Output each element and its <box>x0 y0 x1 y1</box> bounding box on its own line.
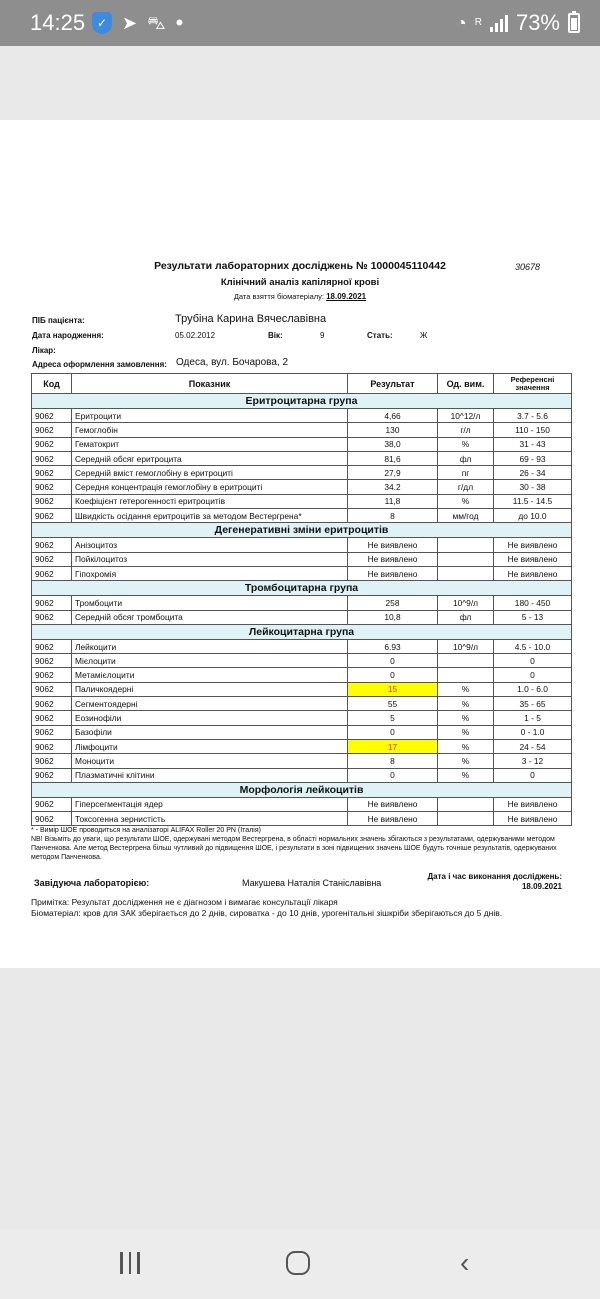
age-value: 9 <box>320 331 325 340</box>
cell-reference: 26 - 34 <box>494 466 572 480</box>
cell-reference: Не виявлено <box>494 538 572 552</box>
table-row <box>32 409 572 423</box>
cell-unit: % <box>438 494 494 508</box>
cell-unit: г/дл <box>438 480 494 494</box>
status-time: 14:25 <box>30 10 86 35</box>
cell-reference: 35 - 65 <box>494 697 572 711</box>
cell-unit: % <box>438 739 494 753</box>
cell-result: Не виявлено <box>348 552 438 566</box>
table-row <box>32 668 572 682</box>
cell-result: 55 <box>348 697 438 711</box>
cell-code: 9062 <box>32 768 72 782</box>
table-row <box>32 797 572 811</box>
cell-reference: 24 - 54 <box>494 739 572 753</box>
table-row <box>32 566 572 580</box>
dot-icon: • <box>175 10 184 35</box>
cell-indicator: Еритроцити <box>72 409 348 423</box>
table-row <box>32 552 572 566</box>
cell-code: 9062 <box>32 797 72 811</box>
cell-indicator: Базофіли <box>72 725 348 739</box>
status-bar <box>0 0 600 46</box>
report-code: 30678 <box>514 262 540 272</box>
cell-result: 258 <box>348 596 438 610</box>
cell-unit <box>438 797 494 811</box>
cell-indicator: Анізоцитоз <box>72 538 348 552</box>
cell-indicator: Середній вміст гемоглобіну в еритроциті <box>72 466 348 480</box>
cell-code: 9062 <box>32 639 72 653</box>
group-header-row <box>32 394 572 409</box>
group-header-row <box>32 581 572 596</box>
cell-indicator: Коефіцієнт гетерогенності еритроцитів <box>72 494 348 508</box>
cell-reference: 11.5 - 14.5 <box>494 494 572 508</box>
report-title: Результати лабораторних досліджень № 1000045110442 <box>154 260 446 272</box>
patient-name-label: ПІБ пацієнта: <box>32 316 85 325</box>
cell-unit: % <box>438 711 494 725</box>
cell-unit: % <box>438 768 494 782</box>
battery-percent: 73% <box>515 10 560 35</box>
cell-result: 27,9 <box>348 466 438 480</box>
cell-unit: % <box>438 682 494 696</box>
cell-code: 9062 <box>32 711 72 725</box>
cell-code: 9062 <box>32 697 72 711</box>
cell-unit <box>438 654 494 668</box>
cell-unit: фл <box>438 451 494 465</box>
table-row <box>32 610 572 624</box>
navigation-bar <box>0 1230 600 1299</box>
cell-indicator: Мієлоцити <box>72 654 348 668</box>
cell-indicator: Паличкоядерні <box>72 682 348 696</box>
cell-unit: мм/год <box>438 509 494 523</box>
measurement-notes <box>31 826 572 862</box>
cell-unit: 10^12/л <box>438 409 494 423</box>
cell-reference: 3.7 - 5.6 <box>494 409 572 423</box>
completion-date <box>427 872 562 892</box>
car-icon: ⛍ <box>147 13 166 33</box>
cell-unit <box>438 566 494 580</box>
cell-unit <box>438 538 494 552</box>
table-row <box>32 768 572 782</box>
group-title: Морфологія лейкоцитів <box>32 782 572 797</box>
group-header-row <box>32 782 572 797</box>
cell-indicator: Плазматичні клітини <box>72 768 348 782</box>
cell-unit <box>438 668 494 682</box>
cell-code: 9062 <box>32 566 72 580</box>
cell-code: 9062 <box>32 812 72 826</box>
cell-unit: г/л <box>438 423 494 437</box>
cell-code: 9062 <box>32 423 72 437</box>
birth-value: 05.02.2012 <box>175 331 216 340</box>
cell-result: Не виявлено <box>348 812 438 826</box>
cell-code: 9062 <box>32 451 72 465</box>
age-label: Вік: <box>268 331 283 340</box>
cell-indicator: Лейкоцити <box>72 639 348 653</box>
cell-result: 34.2 <box>348 480 438 494</box>
cell-code: 9062 <box>32 682 72 696</box>
cell-result: 8 <box>348 509 438 523</box>
cell-indicator: Моноцити <box>72 754 348 768</box>
signal-icon <box>490 14 508 32</box>
header-reference: Референсні значення <box>494 374 572 394</box>
table-row <box>32 538 572 552</box>
signal-r-label: R <box>474 17 482 28</box>
header-unit: Од. вим. <box>438 374 494 394</box>
cell-indicator: Швидкість осідання еритроцитів за методом Вестергрена* <box>72 509 348 523</box>
cell-unit <box>438 552 494 566</box>
cell-code: 9062 <box>32 409 72 423</box>
cell-reference: до 10.0 <box>494 509 572 523</box>
cell-reference: Не виявлено <box>494 566 572 580</box>
cell-unit: пг <box>438 466 494 480</box>
cell-reference: 30 - 38 <box>494 480 572 494</box>
sex-value: Ж <box>420 331 428 340</box>
cell-reference: 180 - 450 <box>494 596 572 610</box>
table-row <box>32 451 572 465</box>
cell-reference: 0 - 1.0 <box>494 725 572 739</box>
patient-name: Трубіна Карина Вячеславівна <box>175 313 327 325</box>
group-header-row <box>32 523 572 538</box>
cell-result: Не виявлено <box>348 797 438 811</box>
cell-result: 0 <box>348 654 438 668</box>
cell-unit <box>438 812 494 826</box>
cell-indicator: Токсогенна зернистість <box>72 812 348 826</box>
completion-date-value: 18.09.2021 <box>521 882 562 891</box>
table-header-row <box>32 374 572 394</box>
cell-indicator: Середній обсяг еритроцита <box>72 451 348 465</box>
recent-apps-icon-bar <box>137 1252 140 1274</box>
table-row <box>32 437 572 451</box>
cell-indicator: Гемоглобін <box>72 423 348 437</box>
cell-code: 9062 <box>32 437 72 451</box>
birth-label: Дата народження: <box>32 331 104 340</box>
results-table-body <box>32 394 572 826</box>
table-row <box>32 639 572 653</box>
cell-indicator: Гіпохромія <box>72 566 348 580</box>
footnotes <box>31 897 572 919</box>
table-row <box>32 697 572 711</box>
cell-indicator: Середній обсяг тромбоцита <box>72 610 348 624</box>
cell-unit: 10^9/л <box>438 639 494 653</box>
cell-code: 9062 <box>32 754 72 768</box>
lab-head-name: Макушева Наталія Станіславівна <box>242 878 382 888</box>
header-indicator: Показник <box>72 374 348 394</box>
cell-reference: 1 - 5 <box>494 711 572 725</box>
home-button[interactable] <box>286 1251 310 1275</box>
table-row <box>32 466 572 480</box>
system-icons <box>456 10 580 36</box>
cell-result: 0 <box>348 725 438 739</box>
group-title: Еритроцитарна група <box>32 394 572 409</box>
cell-reference: 5 - 13 <box>494 610 572 624</box>
cell-reference: 0 <box>494 654 572 668</box>
cell-unit: % <box>438 437 494 451</box>
note-westergren: NB! Візьміть до уваги, що результати ШОЕ, одержувані методом Вестергрена, в області нормальних значень збігаються з результатами, одержуваними методом Панченкова. Але метод Вестергрена більш чутливий до підвищення ШОЕ, і результати в зоні підвищених значень ШОЕ будуть точніше результатів, одержуваних методом Панченкова. <box>31 836 557 861</box>
header-code: Код <box>32 374 72 394</box>
doctor-label: Лікар: <box>32 346 56 355</box>
cell-code: 9062 <box>32 668 72 682</box>
cell-result: Не виявлено <box>348 538 438 552</box>
table-row <box>32 725 572 739</box>
cell-reference: 3 - 12 <box>494 754 572 768</box>
cell-reference: Не виявлено <box>494 552 572 566</box>
cell-result: 6.93 <box>348 639 438 653</box>
cell-result: 0 <box>348 768 438 782</box>
cell-reference: 1.0 - 6.0 <box>494 682 572 696</box>
cell-unit: % <box>438 754 494 768</box>
cell-result: 81,6 <box>348 451 438 465</box>
table-row <box>32 711 572 725</box>
back-button[interactable]: ‹ <box>460 1247 470 1278</box>
notification-icons <box>92 12 183 34</box>
cell-reference: Не виявлено <box>494 797 572 811</box>
cell-unit: % <box>438 697 494 711</box>
cell-reference: 4.5 - 10.0 <box>494 639 572 653</box>
cell-code: 9062 <box>32 480 72 494</box>
cell-code: 9062 <box>32 596 72 610</box>
sample-date-label: Дата взяття біоматеріалу: <box>233 292 324 301</box>
group-title: Дегенеративні зміни еритроцитів <box>32 523 572 538</box>
cell-code: 9062 <box>32 654 72 668</box>
cell-indicator: Лімфоцити <box>72 739 348 753</box>
cell-indicator: Гематокрит <box>72 437 348 451</box>
footnote-storage: Біоматеріал: кров для ЗАК зберігається до 2 днів, сироватка - до 10 днів, урогенітальні зішкріби зберігаються до 5 днів. <box>31 908 503 918</box>
sample-date <box>0 292 600 301</box>
wifi-icon: ◔ <box>455 12 467 33</box>
table-row <box>32 596 572 610</box>
cell-code: 9062 <box>32 725 72 739</box>
cell-code: 9062 <box>32 538 72 552</box>
group-title: Лейкоцитарна група <box>32 624 572 639</box>
table-row <box>32 509 572 523</box>
sex-label: Стать: <box>367 331 393 340</box>
note-esr-analyzer: * - Вимір ШОЕ проводиться на аналізаторі ALIFAX Roller 20 PN (Італія) <box>31 827 261 834</box>
cell-result: 4,66 <box>348 409 438 423</box>
cell-reference: Не виявлено <box>494 812 572 826</box>
lab-report-document[interactable] <box>0 120 600 968</box>
table-row <box>32 423 572 437</box>
cell-code: 9062 <box>32 739 72 753</box>
cell-indicator: Сегментоядерні <box>72 697 348 711</box>
footnote-diagnosis: Примітка: Результат дослідження не є діагнозом і вимагає консультації лікаря <box>31 897 338 907</box>
table-row <box>32 682 572 696</box>
cell-code: 9062 <box>32 552 72 566</box>
shield-icon: ✓ <box>92 12 112 34</box>
cell-reference: 69 - 93 <box>494 451 572 465</box>
recent-apps-icon <box>120 1252 123 1274</box>
cell-reference: 0 <box>494 668 572 682</box>
address-label: Адреса оформлення замовлення: <box>32 360 167 369</box>
cell-code: 9062 <box>32 494 72 508</box>
cell-code: 9062 <box>32 610 72 624</box>
cell-result: 15 <box>348 682 438 696</box>
report-subtitle: Клінічний аналіз капілярної крові <box>220 277 380 288</box>
cell-reference: 110 - 150 <box>494 423 572 437</box>
table-row <box>32 654 572 668</box>
cell-code: 9062 <box>32 509 72 523</box>
cell-indicator: Еозинофіли <box>72 711 348 725</box>
lab-head-label: Завідуюча лабораторією: <box>34 878 150 888</box>
group-header-row <box>32 624 572 639</box>
address-value: Одеса, вул. Бочарова, 2 <box>176 357 289 368</box>
cell-result: 11,8 <box>348 494 438 508</box>
table-row <box>32 754 572 768</box>
cell-result: Не виявлено <box>348 566 438 580</box>
table-row <box>32 480 572 494</box>
cell-result: 0 <box>348 668 438 682</box>
cell-indicator: Тромбоцити <box>72 596 348 610</box>
cell-reference: 31 - 43 <box>494 437 572 451</box>
recent-apps-icon-bar <box>129 1252 132 1274</box>
cell-unit: 10^9/л <box>438 596 494 610</box>
header-result: Результат <box>348 374 438 394</box>
table-row <box>32 739 572 753</box>
sample-date-value: 18.09.2021 <box>326 292 367 301</box>
cell-result: 38,0 <box>348 437 438 451</box>
cell-result: 130 <box>348 423 438 437</box>
completion-date-label: Дата і час виконання досліджень: <box>427 872 562 881</box>
cell-result: 10,8 <box>348 610 438 624</box>
cell-indicator: Гіперсегментація ядер <box>72 797 348 811</box>
cell-reference: 0 <box>494 768 572 782</box>
results-table <box>31 373 572 826</box>
battery-icon <box>568 13 580 33</box>
cell-unit: % <box>438 725 494 739</box>
table-row <box>32 494 572 508</box>
cell-unit: фл <box>438 610 494 624</box>
cell-code: 9062 <box>32 466 72 480</box>
group-title: Тромбоцитарна група <box>32 581 572 596</box>
recent-apps-button[interactable] <box>120 1252 140 1274</box>
telegram-icon: ➤ <box>122 13 138 33</box>
cell-result: 17 <box>348 739 438 753</box>
table-row <box>32 812 572 826</box>
cell-indicator: Пойкілоцитоз <box>72 552 348 566</box>
cell-indicator: Метамієлоцити <box>72 668 348 682</box>
cell-result: 5 <box>348 711 438 725</box>
cell-result: 8 <box>348 754 438 768</box>
cell-indicator: Середня концентрація гемоглобіну в еритроциті <box>72 480 348 494</box>
